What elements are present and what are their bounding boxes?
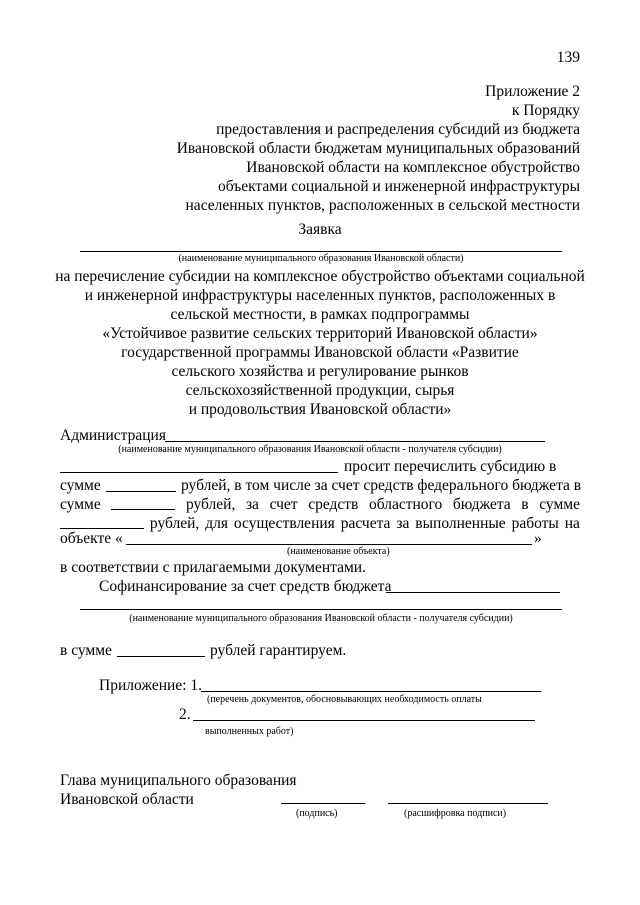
sum-line-2-word: в xyxy=(521,496,529,513)
appendix-line: Ивановской области на комплексное обустройство xyxy=(246,159,580,176)
document-title: Заявка xyxy=(298,221,342,238)
sum-line-2-word: средств xyxy=(308,496,359,513)
signatory-title xyxy=(60,771,297,809)
municipality-name-line[interactable] xyxy=(80,251,562,252)
administration-label: Администрация xyxy=(60,427,166,444)
purpose-line: сельского хозяйства и регулирование рынков xyxy=(171,363,469,380)
sum-line-2-word: областного xyxy=(368,496,443,513)
purpose-line: сельской местности, в рамках подпрограммы xyxy=(170,306,470,323)
regional-sum-field[interactable] xyxy=(60,514,144,529)
signature-decode-hint: (расшифровка подписи) xyxy=(404,808,507,819)
appendix-line: объектами социальной и инженерной инфраструктуры xyxy=(217,178,580,195)
sum-line-3-word: на xyxy=(564,515,580,532)
federal-sum-field[interactable] xyxy=(111,495,175,510)
appendix-line: населенных пунктов, расположенных в сельской местности xyxy=(185,197,580,214)
purpose-line: государственной программы Ивановской области «Развитие xyxy=(121,344,519,361)
cofinancing-text: Софинансирование за счет средств бюджета xyxy=(99,578,392,595)
attachment-2-label: 2. xyxy=(179,706,191,723)
sum-line-3-word: для xyxy=(205,515,228,532)
appendix-line: Ивановской области бюджетам муниципальных образований xyxy=(176,140,580,157)
attachments-label: Приложение: 1. xyxy=(99,677,202,694)
signatory-title-line: Ивановской области xyxy=(60,791,194,808)
object-hint: (наименование объекта) xyxy=(287,546,390,557)
appendix-line: к Порядку xyxy=(511,102,580,119)
municipality-hint: (наименование муниципального образования Ивановской области) xyxy=(178,253,464,264)
appendix-line: Приложение 2 xyxy=(485,83,580,100)
signature-decode-field[interactable] xyxy=(388,803,548,804)
request-text: просит перечислить субсидию в xyxy=(344,458,557,475)
sum-line-2-word: рублей, xyxy=(185,496,236,513)
sum-label: сумме xyxy=(60,477,101,494)
appendix-header xyxy=(60,82,580,215)
sum-line-3-word: расчета xyxy=(340,515,391,532)
cofinancing-budget-field[interactable] xyxy=(386,592,560,593)
sum-line-1-text: рублей, в том числе за счет средств федерального бюджета в xyxy=(181,477,582,494)
guarantee-sum-field[interactable] xyxy=(117,656,205,657)
appendix-line: предоставления и распределения субсидий из бюджета xyxy=(216,121,580,138)
attachment-hint-2: выполненных работ) xyxy=(205,726,294,737)
compliance-text: в соответствии с прилагаемыми документами. xyxy=(60,559,366,576)
sum-line-2-word: сумме xyxy=(539,496,580,513)
sum-line-3-word: выполненные xyxy=(415,515,506,532)
sum-line-3-word: работы xyxy=(511,515,559,532)
sum-line-3-word: за xyxy=(396,515,410,532)
sum-line-2 xyxy=(60,495,580,514)
recipient-name-line-2[interactable] xyxy=(80,609,562,610)
recipient-hint: (наименование муниципального образования Ивановской области - получателя субсидии) xyxy=(118,444,502,455)
signature-field[interactable] xyxy=(281,803,365,804)
object-name-field[interactable] xyxy=(126,544,532,545)
purpose-line: и инженерной инфраструктуры населенных пунктов, расположенных в xyxy=(84,287,556,304)
attachment-hint-1: (перечень документов, обосновывающих необходимость оплаты xyxy=(207,694,482,705)
purpose-line: и продовольствия Ивановской области» xyxy=(188,401,452,418)
purpose-line: на перечисление субсидии на комплексное обустройство объектами социальной xyxy=(55,268,585,285)
guarantee-label: в сумме xyxy=(60,642,112,659)
object-close-quote: » xyxy=(534,530,542,547)
administration-name-line[interactable] xyxy=(165,441,545,442)
sum-line-2-word: сумме xyxy=(60,496,101,513)
sum-line-2-word: счет xyxy=(269,496,298,513)
recipient-hint-2: (наименование муниципального образования Ивановской области - получателя субсидии) xyxy=(129,613,513,624)
sum-line-3 xyxy=(60,514,580,533)
signatory-title-line: Глава муниципального образования xyxy=(60,772,297,789)
page-number: 139 xyxy=(556,49,580,66)
purpose-line: «Устойчивое развитие сельских территорий Ивановской области» xyxy=(102,325,538,342)
recipient-blank-line[interactable] xyxy=(60,472,338,473)
purpose-line: сельскохозяйственной продукции, сырья xyxy=(185,382,455,399)
signature-hint: (подпись) xyxy=(296,808,338,819)
sum-line-2-word: бюджета xyxy=(452,496,511,513)
attachment-1-field[interactable] xyxy=(201,691,541,692)
sum-total-field[interactable] xyxy=(106,491,176,492)
sum-line-3-word: рублей, xyxy=(149,515,200,532)
attachment-2-field[interactable] xyxy=(193,720,535,721)
guarantee-text: рублей гарантируем. xyxy=(210,642,347,659)
object-label: объекте « xyxy=(60,530,123,547)
sum-line-2-word: за xyxy=(245,496,259,513)
sum-line-3-word: осуществления xyxy=(233,515,335,532)
purpose-block xyxy=(40,267,600,419)
